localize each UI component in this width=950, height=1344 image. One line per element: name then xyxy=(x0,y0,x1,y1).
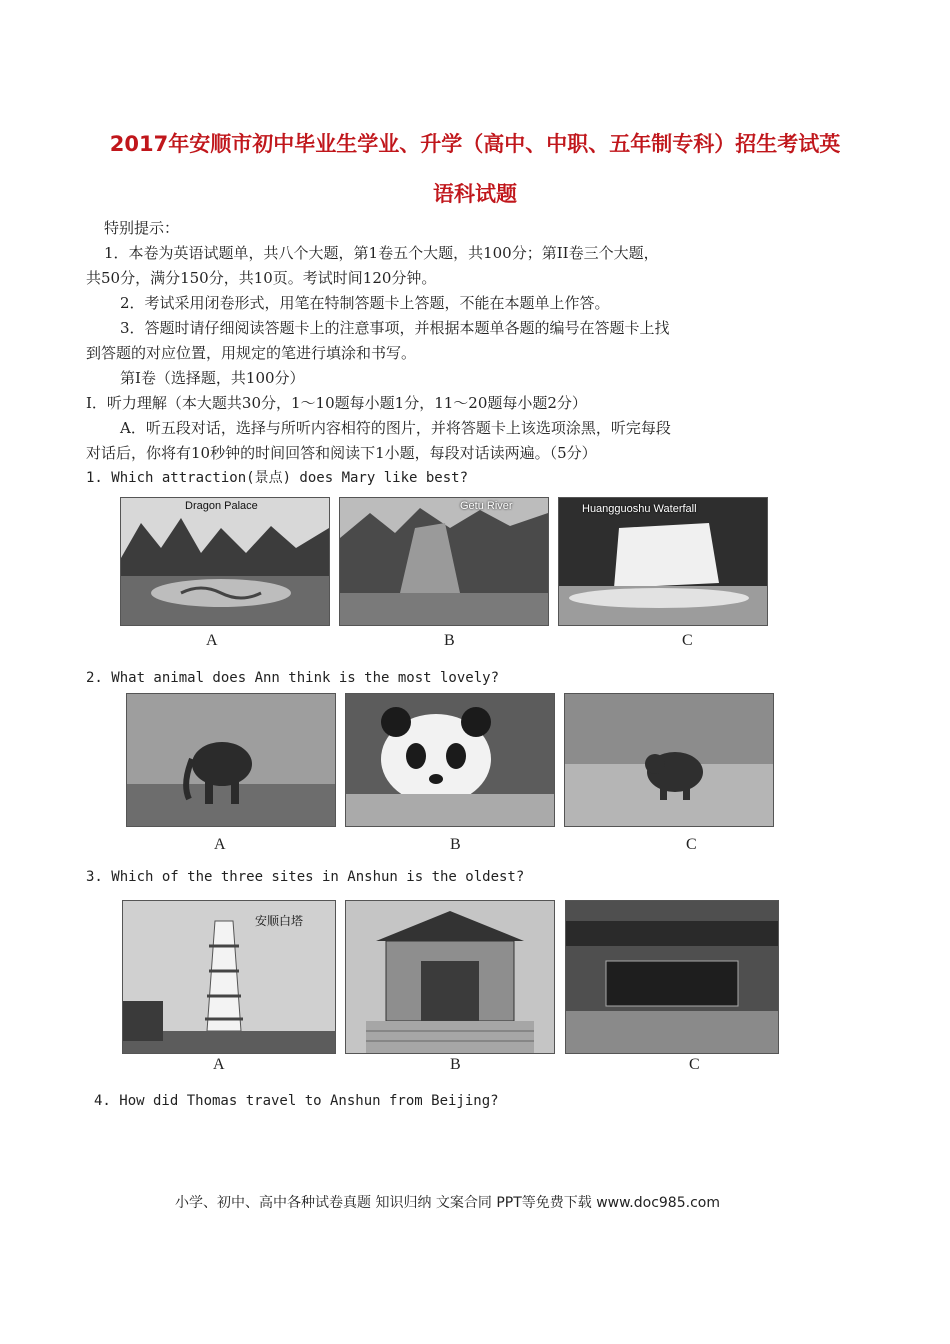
panda-photo xyxy=(345,693,555,827)
getu-river-photo xyxy=(339,497,549,626)
question-4: 4. How did Thomas travel to Anshun from Beijing? xyxy=(94,1093,499,1109)
option-2c: C xyxy=(686,836,697,853)
question-1: 1. Which attraction(景点) does Mary like best? xyxy=(86,470,469,486)
photo-label-dragon-palace: Dragon Palace xyxy=(185,500,258,512)
photo-label-white-pagoda: 安顺白塔 xyxy=(255,914,304,928)
footer-text: 小学、初中、高中各种试卷真题 知识归纳 文案合同 PPT等免费下载 www.doc985.com xyxy=(175,1195,720,1211)
option-3b: B xyxy=(450,1056,461,1073)
option-3c: C xyxy=(689,1056,700,1073)
instructions-a1: A．听五段对话，选择与所听内容相符的图片，并将答题卡上该选项涂黑，听完每段 xyxy=(120,419,671,437)
anshun-white-pagoda-photo xyxy=(122,900,336,1054)
question-2: 2. What animal does Ann think is the most lovely? xyxy=(86,670,500,686)
exam-title-line-2: 语科试题 xyxy=(433,182,517,206)
option-3a: A xyxy=(213,1056,225,1073)
section-listening: I．听力理解（本大题共30分，1～10题每小题1分，11～20题每小题2分） xyxy=(86,394,587,412)
part1-heading: 第Ⅰ卷（选择题，共100分） xyxy=(120,369,305,387)
instructions-a2: 对话后，你将有10秒钟的时间回答和阅读下1小题，每段对话读两遍。（5分） xyxy=(86,444,597,462)
note-3a: 3．答题时请仔细阅读答题卡上的注意事项，并根据本题单各题的编号在答题卡上找 xyxy=(120,319,670,337)
note-2: 2．考试采用闭卷形式，用笔在特制答题卡上答题，不能在本题单上作答。 xyxy=(120,294,610,312)
note-1a: 1．本卷为英语试题单，共八个大题，第1卷五个大题，共100分；第II卷三个大题， xyxy=(104,244,659,262)
huangguoshu-waterfall-photo xyxy=(558,497,768,626)
note-1b: 共50分，满分150分，共10页。考试时间120分钟。 xyxy=(86,269,437,287)
temple-gate-photo xyxy=(345,900,555,1054)
option-2a: A xyxy=(214,836,226,853)
elephant-photo xyxy=(126,693,336,827)
option-1c: C xyxy=(682,632,693,649)
option-2b: B xyxy=(450,836,461,853)
option-1a: A xyxy=(206,632,218,649)
photo-label-getu-river: Getu River xyxy=(460,500,513,512)
note-3b: 到答题的对应位置，用规定的笔进行填涂和书写。 xyxy=(86,344,417,362)
exam-title-line-1: 2017年安顺市初中毕业生学业、升学（高中、中职、五年制专科）招生考试英 xyxy=(109,132,841,156)
notes-heading: 特别提示： xyxy=(104,219,180,237)
bear-photo xyxy=(564,693,774,827)
photo-label-huangguoshu: Huangguoshu Waterfall xyxy=(582,503,697,515)
question-3: 3. Which of the three sites in Anshun is the oldest? xyxy=(86,869,525,885)
dragon-palace-photo xyxy=(120,497,330,626)
option-1b: B xyxy=(444,632,455,649)
stone-gate-photo xyxy=(565,900,779,1054)
